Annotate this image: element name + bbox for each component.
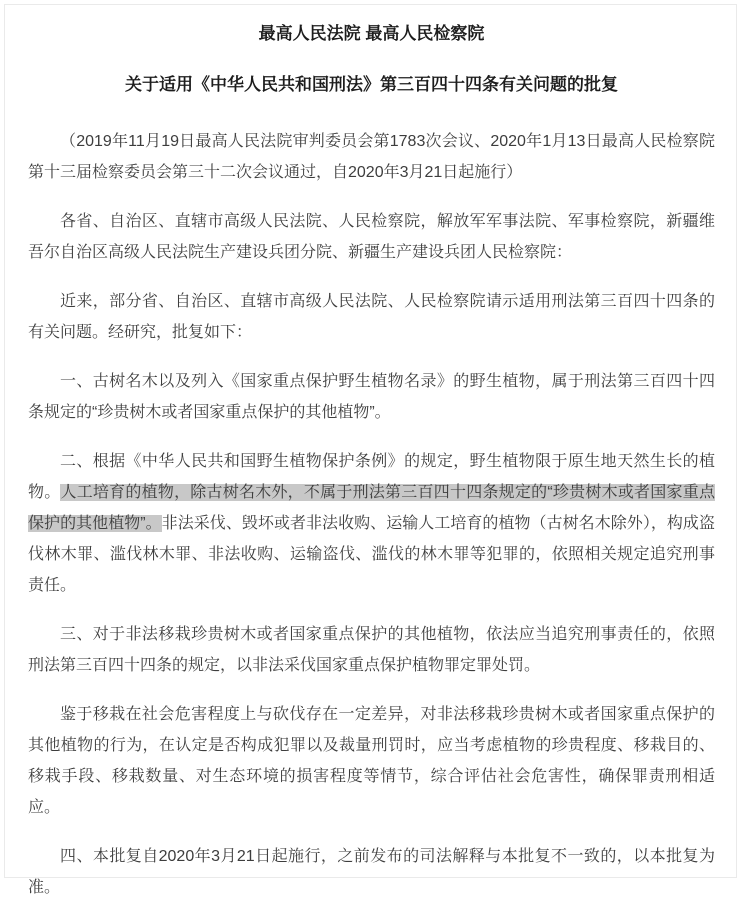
item-2-paragraph (28, 446, 715, 601)
document-subtitle: 关于适用《中华人民共和国刑法》第三百四十四条有关问题的批复 (125, 75, 618, 94)
preamble-paragraph: 近来，部分省、自治区、直辖市高级人民法院、人民检察院请示适用刑法第三百四十四条的有关问题。经研究，批复如下： (28, 293, 715, 341)
item-2-text-before-selection: 二、根据《中华人民共和国野生植物保护条例》的规定，野生植物限于原生地天然生长的植物。 (28, 453, 715, 501)
item-2-highlighted-selection: 人工培育的植物，除古树名木外，不属于刑法第三百四十四条规定的“珍贵树木或者国家重点保护的其他植物”。 (28, 484, 715, 532)
item-3-paragraph: 三、对于非法移栽珍贵树木或者国家重点保护的其他植物，依法应当追究刑事责任的，依照刑法第三百四十四条的规定，以非法采伐国家重点保护植物罪定罪处罚。 (28, 626, 715, 674)
addressees-paragraph: 各省、自治区、直辖市高级人民法院、人民检察院，解放军军事法院、军事检察院，新疆维吾尔自治区高级人民法院生产建设兵团分院、新疆生产建设兵团人民检察院： (28, 213, 715, 261)
item-1-paragraph: 一、古树名木以及列入《国家重点保护野生植物名录》的野生植物，属于刑法第三百四十四条规定的“珍贵树木或者国家重点保护的其他植物”。 (28, 373, 715, 421)
item-2-text-after-selection: 非法采伐、毁坏或者非法收购、运输人工培育的植物（古树名木除外），构成盗伐林木罪、滥伐林木罪、非法收购、运输盗伐、滥伐的林木罪等犯罪的，依照相关规定追究刑事责任。 (28, 515, 715, 594)
document-body (5, 5, 736, 913)
document-title: 最高人民法院 最高人民检察院 (258, 24, 485, 43)
adoption-note-paragraph: （2019年11月19日最高人民法院审判委员会第1783次会议、2020年1月13日最高人民检察院第十三届检察委员会第三十二次会议通过，自2020年3月21日起施行） (28, 133, 715, 181)
document-page (4, 4, 737, 896)
item-4-paragraph: 四、本批复自2020年3月21日起施行，之前发布的司法解释与本批复不一致的，以本批复为准。 (28, 848, 715, 896)
item-3-supplement-paragraph: 鉴于移栽在社会危害程度上与砍伐存在一定差异，对非法移栽珍贵树木或者国家重点保护的其他植物的行为，在认定是否构成犯罪以及裁量刑罚时，应当考虑植物的珍贵程度、移栽目的、移栽手段、移栽数量、对生态环境的损害程度等情节，综合评估社会危害性，确保罪责刑相适应。 (28, 706, 715, 816)
